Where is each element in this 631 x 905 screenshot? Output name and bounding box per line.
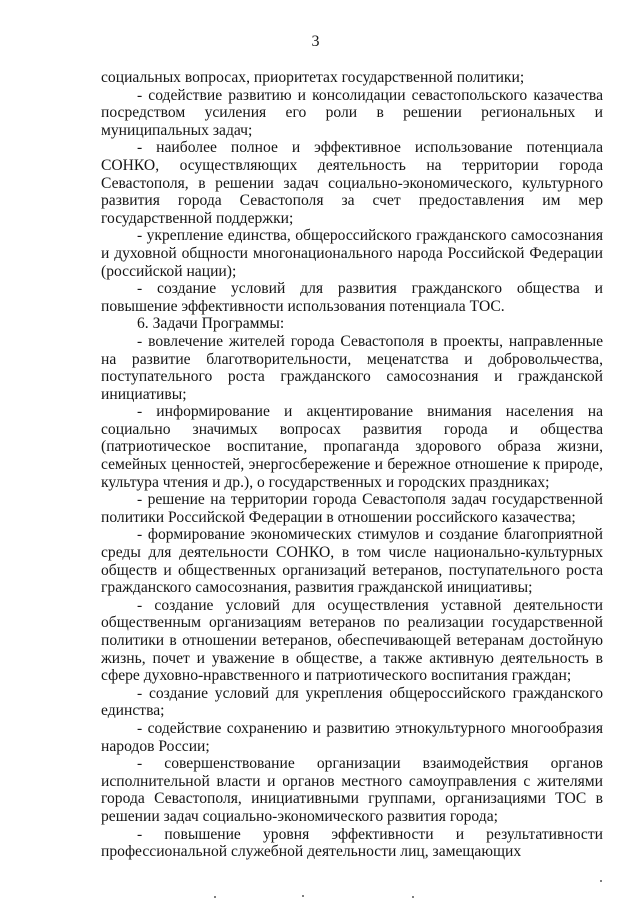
paragraph: - создание условий для развития гражданского общества и повышение эффективности использования потенциала ТОС.: [101, 280, 603, 315]
section-heading: 6. Задачи Программы:: [137, 315, 285, 333]
scan-speck: [214, 896, 216, 898]
document-body: [101, 69, 603, 861]
page-number: 3: [311, 33, 320, 50]
paragraph: - информирование и акцентирование внимания населения на социально значимых вопросах развития города и общества (патриотическое воспитание, пропаганда здорового образа жизни, семейных ценностей, энергосбережение и бережное отношение к природе, культура чтения и др.), о государственных и городских праздниках;: [101, 403, 603, 491]
paragraph: - содействие развитию и консолидации севастопольского казачества посредством усиления его роли в решении региональных и муниципальных задач;: [101, 86, 603, 139]
paragraph: социальных вопросах, приоритетах государственной политики;: [101, 69, 525, 86]
paragraph: - содействие сохранению и развитию этнокультурного многообразия народов России;: [101, 719, 603, 755]
paragraph: - решение на территории города Севастополя задач государственной политики Российской Федерации в отношении российского казачества;: [101, 491, 603, 526]
paragraph: - создание условий для укрепления общероссийского гражданского единства;: [101, 684, 603, 720]
scan-speck: [302, 895, 304, 897]
scan-speck: [412, 896, 414, 898]
paragraph: - наиболее полное и эффективное использование потенциала СОНКО, осуществляющих деятельность на территории города Севастополя, в решении задач социально-экономического, культурного развития города Севастополя за счет предоставления им мер государственной поддержки;: [101, 139, 603, 227]
scan-speck: [600, 880, 602, 882]
paragraph: - укрепление единства, общероссийского гражданского самосознания и духовной общности многонационального народа Российской Федерации (российской нации);: [101, 227, 603, 280]
paragraph: - формирование экономических стимулов и создание благоприятной среды для деятельности СОНКО, в том числе национально-культурных обществ и общественных организаций ветеранов, поступательного роста гражданского самосознания, развития гражданской инициативы;: [101, 526, 603, 597]
paragraph: - создание условий для осуществления уставной деятельности общественным организациям ветеранов по реализации государственной политики в отношении ветеранов, обеспечивающей ветеранам достойную жизнь, почет и уважение в обществе, а также активную деятельность в сфере духовно-нравственного и патриотического воспитания граждан;: [101, 596, 603, 685]
paragraph: - повышение уровня эффективности и результативности профессиональной служебной деятельности лиц, замещающих: [101, 825, 603, 861]
paragraph: - совершенствование организации взаимодействия органов исполнительной власти и органов местного самоуправления с жителями города Севастополя, инициативными группами, организациями ТОС в решении задач социально-экономического развития города;: [101, 755, 603, 825]
paragraph: - вовлечение жителей города Севастополя в проекты, направленные на развитие благотворительности, меценатства и добровольчества, поступательного роста гражданского самосознания и гражданской инициативы;: [101, 332, 603, 403]
